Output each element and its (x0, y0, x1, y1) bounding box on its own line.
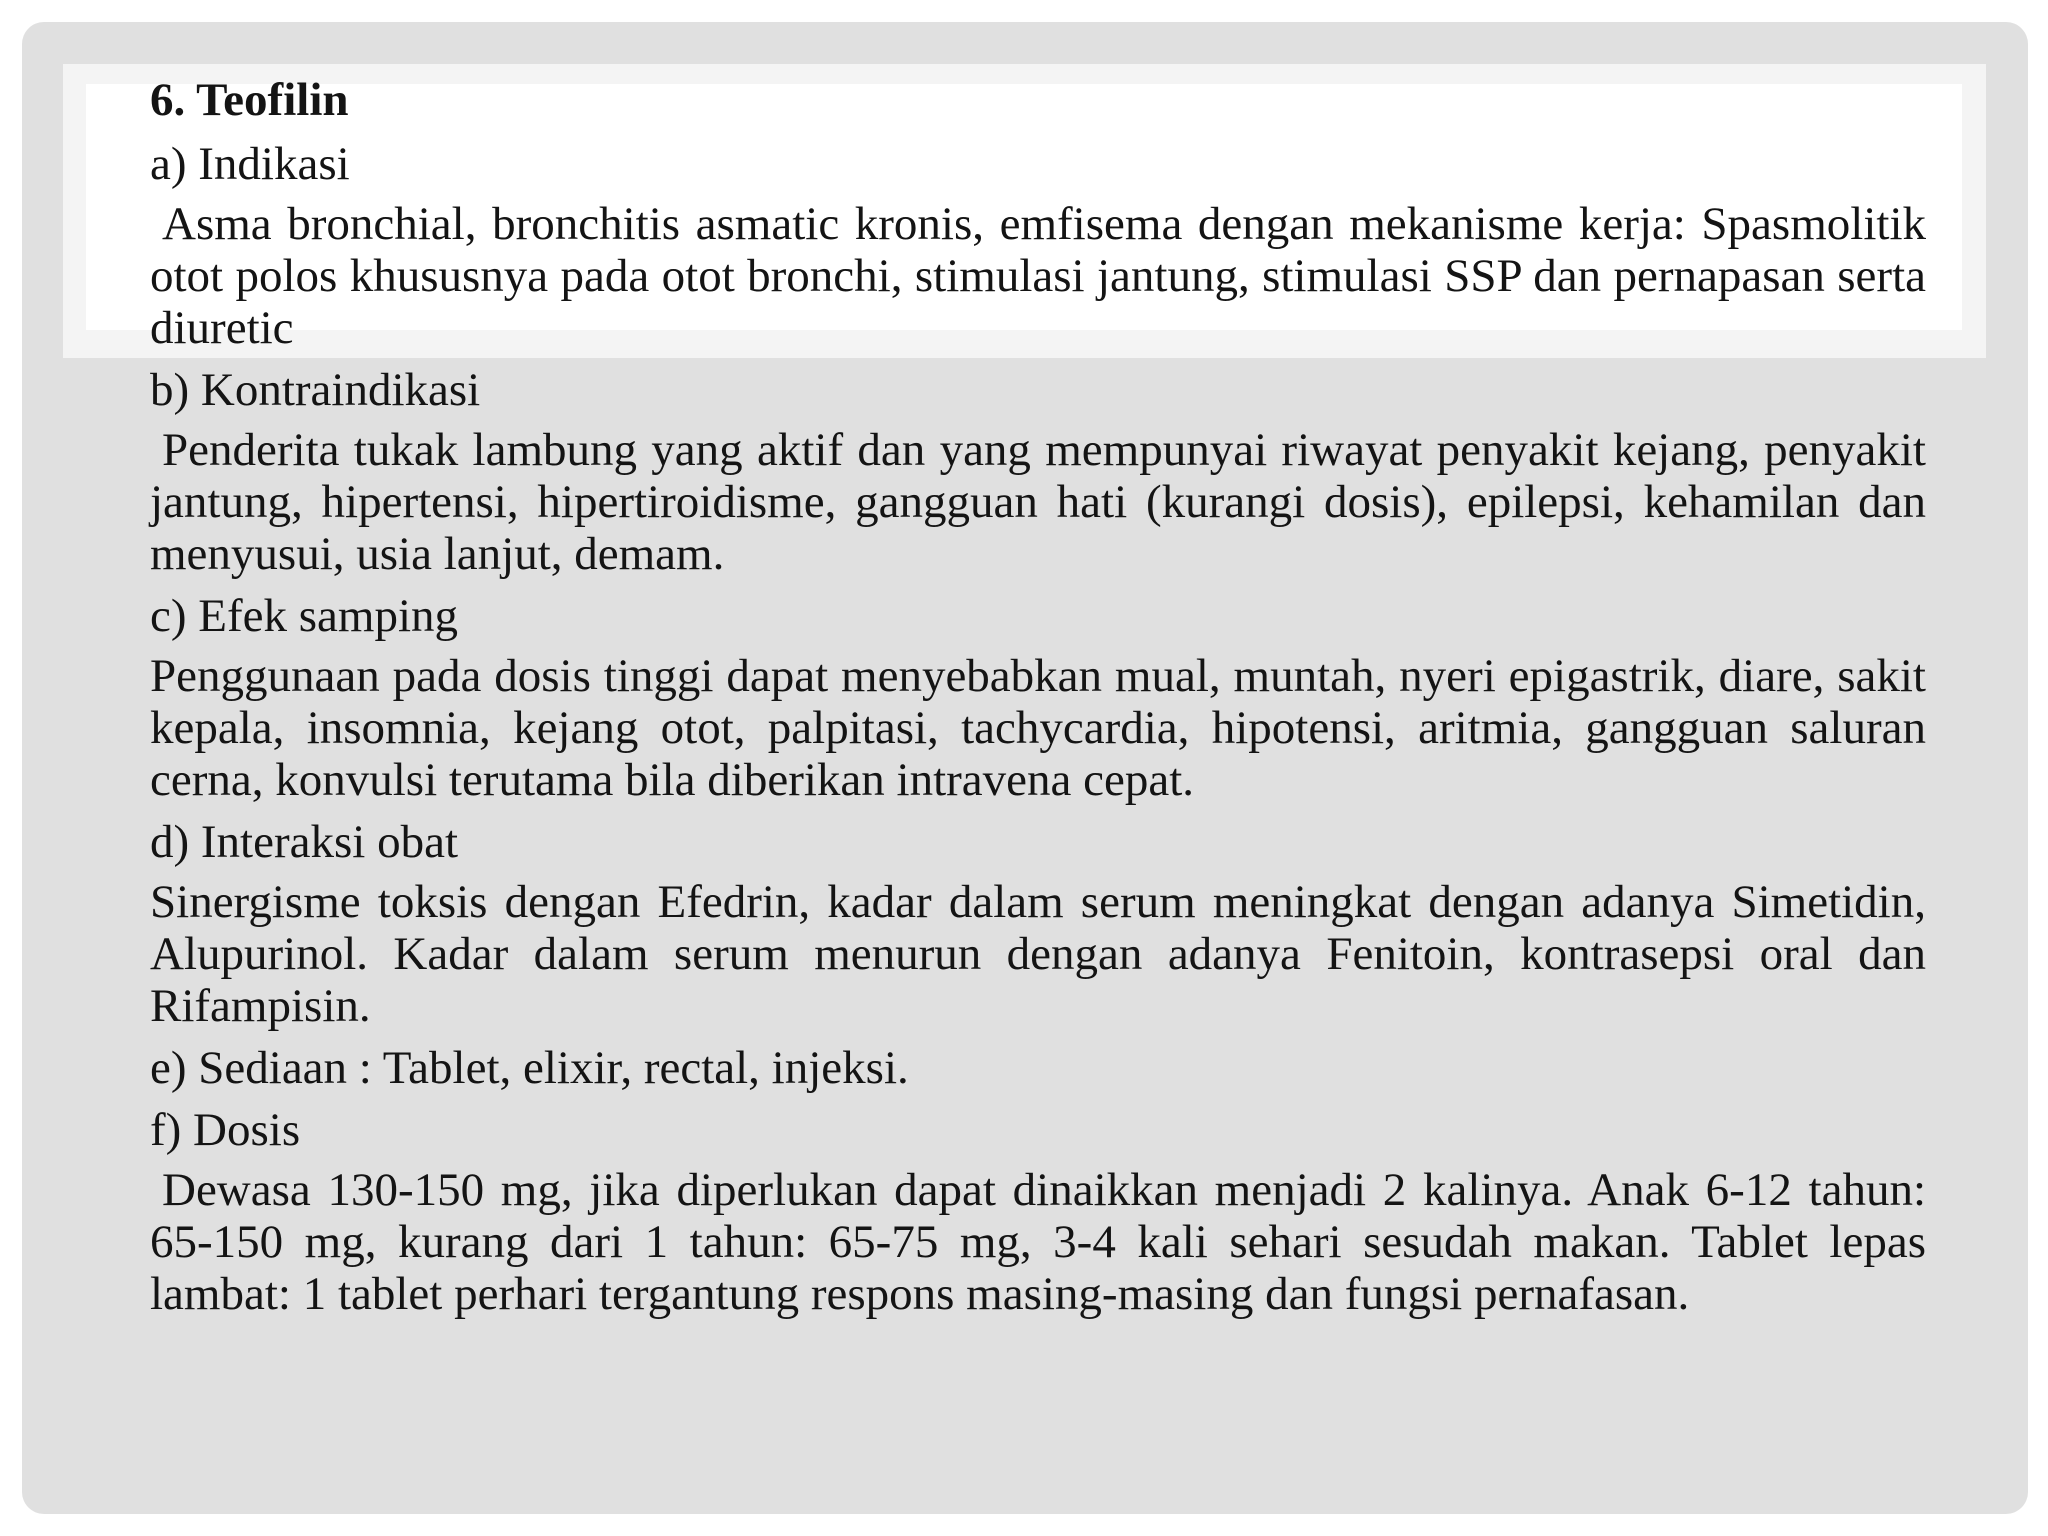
slide-content (150, 70, 1926, 1328)
section-heading-dosis: f) Dosis (150, 1104, 301, 1156)
section-body-dosis: Dewasa 130-150 mg, jika diperlukan dapat dinaikkan menjadi 2 kalinya. Anak 6-12 tahun: 65-150 mg, kurang dari 1 tahun: 65-75 mg, 3-4 kali sehari sesudah makan. Tablet lepas lambat: 1 tablet perhari tergantung respons masing-masing dan fungsi pernafasan. (150, 1164, 1926, 1320)
section-heading-sediaan: e) Sediaan : Tablet, elixir, rectal, injeksi. (150, 1042, 909, 1094)
section-heading-indikasi: a) Indikasi (150, 138, 350, 190)
section-heading-interaksi-obat: d) Interaksi obat (150, 816, 459, 868)
section-body-kontraindikasi: Penderita tukak lambung yang aktif dan yang mempunyai riwayat penyakit kejang, penyakit jantung, hipertensi, hipertiroidisme, gangguan hati (kurangi dosis), epilepsi, kehamilan dan menyusui, usia lanjut, demam. (150, 424, 1926, 580)
section-body-efek-samping: Penggunaan pada dosis tinggi dapat menyebabkan mual, muntah, nyeri epigastrik, diare, sakit kepala, insomnia, kejang otot, palpitasi, tachycardia, hipotensi, aritmia, gangguan saluran cerna, konvulsi terutama bila diberikan intravena cepat. (150, 650, 1926, 806)
section-heading-kontraindikasi: b) Kontraindikasi (150, 364, 481, 416)
section-body-interaksi-obat: Sinergisme toksis dengan Efedrin, kadar dalam serum meningkat dengan adanya Simetidin, Alupurinol. Kadar dalam serum menurun dengan adanya Fenitoin, kontrasepsi oral dan Rifampisin. (150, 876, 1926, 1032)
section-body-indikasi: Asma bronchial, bronchitis asmatic kronis, emfisema dengan mekanisme kerja: Spasmolitik otot polos khususnya pada otot bronchi, stimulasi jantung, stimulasi SSP dan pernapasan serta diuretic (150, 198, 1926, 354)
slide-title: 6. Teofilin (150, 74, 349, 126)
section-heading-efek-samping: c) Efek samping (150, 590, 459, 642)
